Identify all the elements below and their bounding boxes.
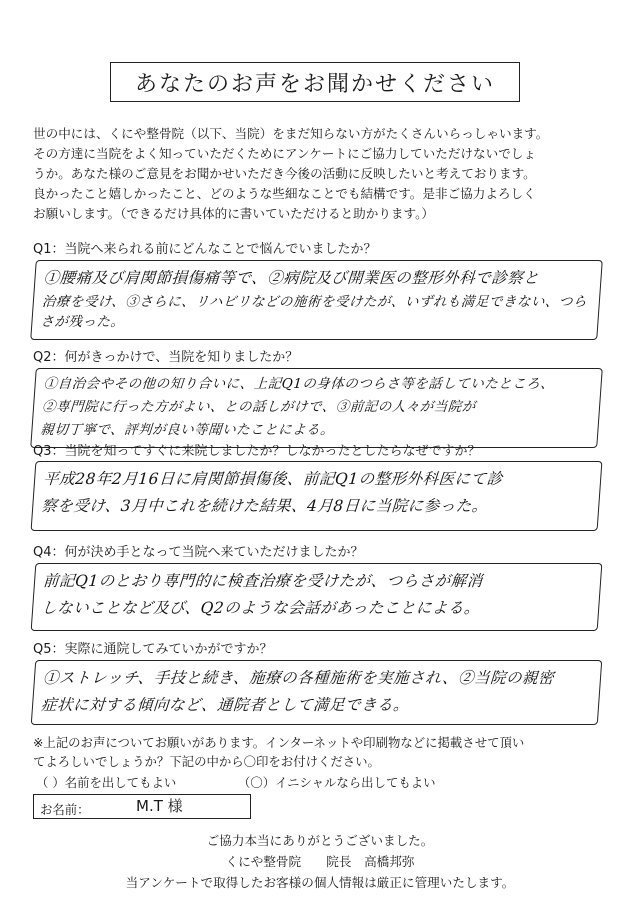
notice-line: てよろしいでしょうか？下記の中から〇印をお付けください。 xyxy=(33,754,380,769)
answer-1-line: ①腰痛及び肩関節損傷痛等で、②病院及び開業医の整形外科で診察と xyxy=(42,269,540,287)
answer-1-line: 治療を受け、③さらに、リハビリなどの施術を受けたが、いずれも満足できない、つらさが残った。 xyxy=(39,294,588,330)
answer-1 xyxy=(30,260,603,340)
answer-5-line: ①ストレッチ、手技と続き、施療の各種施術を実施され、②当院の親密 xyxy=(42,669,555,687)
intro-line: お願いします。（できるだけ具体的に書いていただけると助かります。） xyxy=(33,206,434,221)
answer-5 xyxy=(31,660,603,725)
intro-text xyxy=(33,124,613,224)
answer-3 xyxy=(31,461,603,531)
answer-3-line: 察を受け、3月中これを続けた結果、4月8日に当院に参った。 xyxy=(40,497,489,515)
option-name-ok[interactable]: （ ）名前を出してもよい xyxy=(36,775,177,790)
privacy-note: 当アンケートで取得したお客様の個人情報は厳正に管理いたします。 xyxy=(125,875,515,890)
option-initial-ok[interactable]: （〇）イニシャルなら出してもよい xyxy=(238,775,436,790)
clinic-signature: くにや整骨院 院長 高橋邦弥 xyxy=(225,854,415,869)
intro-line: うか。あなた様のご意見をお聞かせいただき今後の活動に反映したいと考えております。 xyxy=(33,166,536,181)
intro-line: 世の中には、くにや整骨院（以下、当院）をまだ知らない方がたくさんいらっしゃいます。 xyxy=(33,126,549,141)
name-field xyxy=(33,794,251,819)
question-1-label: Q1：当院へ来られる前にどんなことで悩んでいましたか？ xyxy=(33,242,377,257)
answer-2-line: ②専門院に行った方がよい、との話しがけで、③前記の人々が当院が xyxy=(41,399,477,415)
question-2-label: Q2：何がきっかけで、当院を知りましたか？ xyxy=(33,350,299,365)
answer-4-line: 前記Q1のとおり専門的に検査治療を受けたが、つらさが解消 xyxy=(42,572,484,590)
intro-line: 良かったこと嬉しかったこと、どのような些細なことでも結構です。是非ご協力よろしく xyxy=(33,186,536,201)
thanks-text: ご協力本当にありがとうございました。 xyxy=(206,833,434,848)
survey-title: あなたのお声をお聞かせください xyxy=(110,62,520,102)
answer-4 xyxy=(31,563,603,631)
answer-2-line: ①自治会やその他の知り合いに、上記Q1の身体のつらさ等を話していたところ、 xyxy=(43,376,555,392)
answer-3-line: 平成28年2月16日に肩関節損傷後、前記Q1の整形外科医にて診 xyxy=(42,470,504,488)
answer-2-line: 親切丁寧で、評判が良い等聞いたことによる。 xyxy=(39,422,335,438)
name-value: M.T 様 xyxy=(136,797,183,815)
answer-2 xyxy=(30,368,603,448)
answer-5-line: 症状に対する傾向など、通院者として満足できる。 xyxy=(40,696,410,714)
question-5-label: Q5：実際に通院してみていかがですか？ xyxy=(33,642,273,657)
name-label: お名前： xyxy=(40,802,90,817)
question-3-label: Q3：当院を知ってすぐに来院しましたか？しなかったとしたらなぜですか？ xyxy=(33,444,481,459)
notice-line: ※上記のお声についてお願いがあります。インターネットや印刷物などに掲載させて頂い xyxy=(33,735,525,750)
intro-line: その方達に当院をよく知っていただくためにアンケートにご協力していただけないでしょ xyxy=(33,146,536,161)
question-4-label: Q4：何が決め手となって当院へ来ていただけましたか？ xyxy=(33,545,364,560)
publication-notice xyxy=(33,733,623,771)
answer-4-line: しないことなど及び、Q2のような会話があったことによる。 xyxy=(40,599,481,617)
